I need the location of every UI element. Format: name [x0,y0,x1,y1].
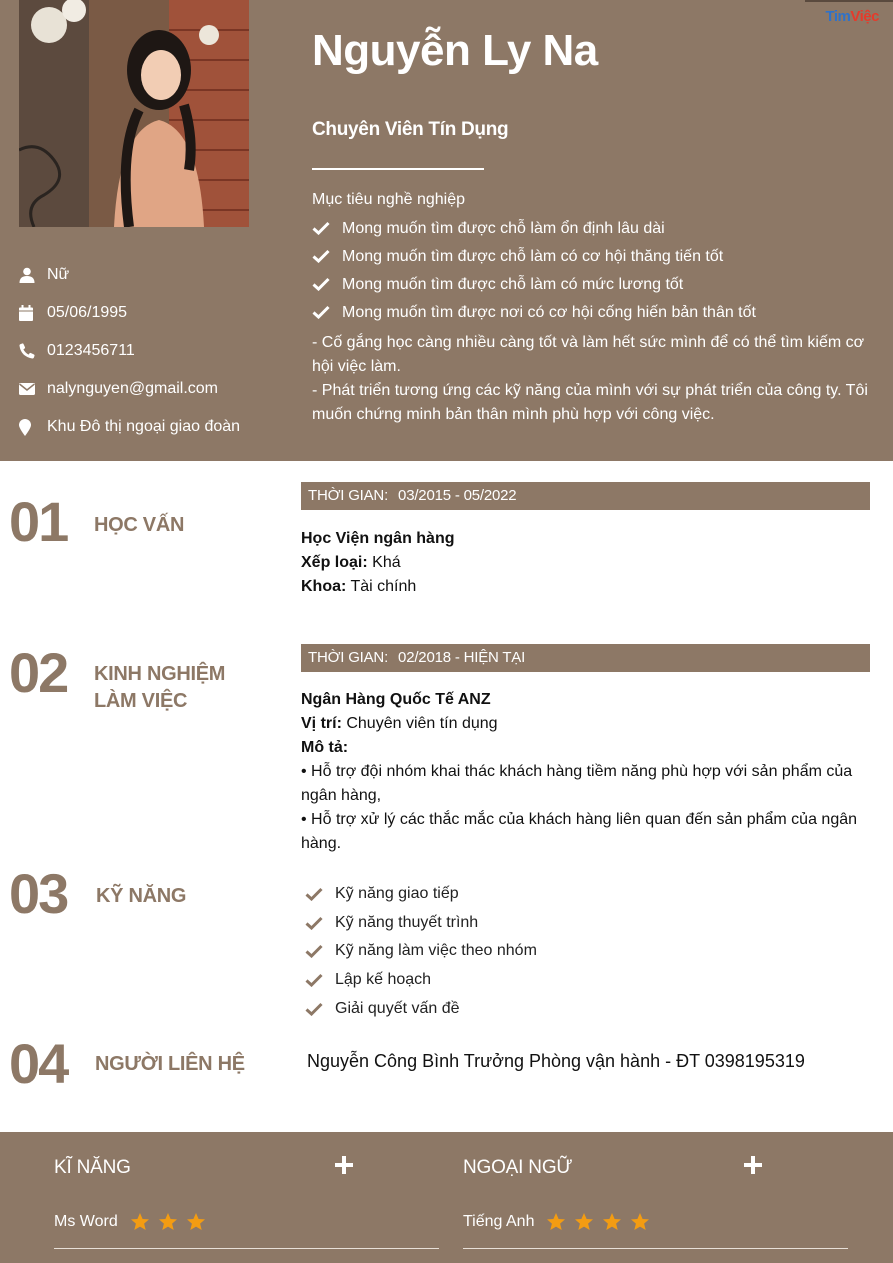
contact-phone [19,332,269,370]
timviec-logo[interactable] [826,8,880,25]
experience-desc-label [301,736,871,760]
footer-languages [463,1132,848,1263]
logo-accent-bar [805,0,893,2]
time-value: 03/2015 - 05/2022 [398,487,517,504]
user-icon [19,266,47,284]
footer-skills-title: KĨ NĂNG [54,1157,131,1178]
skill-text: Kỹ năng giao tiếp [335,885,459,903]
list-item [305,966,537,995]
position-label: Vị trí: [301,715,342,732]
section-title-line: KINH NGHIỆM [94,663,226,685]
education-faculty [301,575,871,599]
skill-text: Giải quyết vấn đề [335,999,460,1017]
address-text: Khu Đô thị ngoại giao đoàn [47,418,241,435]
check-icon [305,973,335,987]
education-details [301,527,871,599]
section-number-education: 01 [9,490,68,553]
star-icon [546,1212,566,1232]
education-time-bar [301,482,870,510]
email-text: nalynguyen@gmail.com [47,380,218,397]
goal-text: Mong muốn tìm được chỗ làm ổn định lâu dài [342,219,665,237]
contact-birthday [19,294,269,332]
company-name: Ngân Hàng Quốc Tế ANZ [301,691,491,708]
list-item [305,880,537,909]
faculty-label: Khoa: [301,578,347,595]
objective-notes [312,331,884,427]
birthday-text: 05/06/1995 [47,304,128,321]
experience-position [301,712,871,736]
candidate-name: Nguyễn Ly Na [312,26,598,75]
goal-text: Mong muốn tìm được chỗ làm có mức lương tốt [342,275,684,293]
section-number-reference: 04 [9,1032,68,1095]
star-icon [574,1212,594,1232]
footer-skills [54,1132,439,1263]
contact-gender [19,256,269,294]
objective-title: Mục tiêu nghề nghiệp [312,191,465,208]
add-language-button[interactable] [738,1150,768,1180]
experience-details [301,688,871,856]
language-name: Tiếng Anh [463,1213,535,1230]
footer-languages-title: NGOẠI NGỮ [463,1157,573,1178]
contact-info [19,256,269,446]
skills-list [305,880,537,1023]
list-item [305,994,537,1023]
job-title: Chuyên Viên Tín Dụng [312,119,509,140]
time-value: 02/2018 - HIỆN TẠI [398,649,526,666]
goal-text: Mong muốn tìm được chỗ làm có cơ hội thăng tiến tốt [342,247,724,265]
footer-divider [463,1248,848,1249]
objective-note: - Cố gắng học càng nhiều càng tốt và làm hết sức mình để có thể tìm kiếm cơ hội việc làm. [312,334,865,375]
desc-item: • Hỗ trợ đội nhóm khai thác khách hàng tiềm năng phù hợp với sản phẩm của ngân hàng, [301,763,853,804]
faculty-value: Tài chính [350,578,417,595]
logo-part1: Tim [825,8,851,25]
footer-divider [54,1248,439,1249]
contact-email [19,370,269,408]
skill-text: Kỹ năng làm việc theo nhóm [335,942,537,960]
experience-time-bar [301,644,870,672]
check-icon [305,1002,335,1016]
check-icon [312,305,342,319]
logo-part2: Việc [850,8,879,25]
reference-contact: Nguyễn Công Bình Trưởng Phòng vận hành - ĐT 0398195319 [307,1051,805,1071]
time-label: THỜI GIAN: [308,487,389,504]
school-name: Học Viện ngân hàng [301,530,455,547]
time-label: THỜI GIAN: [308,649,389,666]
position-value: Chuyên viên tín dụng [346,715,498,732]
cv-footer [0,1132,893,1263]
add-skill-button[interactable] [329,1150,359,1180]
rating-stars [546,1212,658,1232]
star-icon [158,1212,178,1232]
calendar-icon [19,304,47,322]
contact-address [19,408,269,446]
section-title-experience [94,661,225,715]
section-title-reference: NGƯỜI LIÊN HỆ [95,1053,245,1075]
list-item [305,909,537,938]
check-icon [312,221,342,235]
section-number-skills: 03 [9,862,68,925]
grade-value: Khá [372,554,401,571]
section-title-line: LÀM VIỆC [94,690,188,712]
header-divider [312,168,484,170]
gender-text: Nữ [47,266,70,283]
section-number-experience: 02 [9,641,68,704]
check-icon [305,944,335,958]
list-item [305,937,537,966]
profile-photo [19,0,249,227]
section-title-skills: KỸ NĂNG [96,885,187,907]
star-icon [630,1212,650,1232]
objective-goal [312,298,884,326]
skill-name: Ms Word [54,1213,118,1230]
language-rating-row [463,1212,658,1232]
phone-text: 0123456711 [47,342,135,359]
rating-stars [130,1212,214,1232]
skill-text: Lập kế hoạch [335,971,432,989]
career-objective [312,189,884,427]
goal-text: Mong muốn tìm được nơi có cơ hội cống hiến bản thân tốt [342,303,756,321]
phone-icon [19,342,47,360]
objective-goal [312,242,884,270]
check-icon [312,249,342,263]
section-title-education: HỌC VẤN [94,514,185,536]
objective-note: - Phát triển tương ứng các kỹ năng của mình với sự phát triển của công ty. Tôi muốn chứng minh bản thân mình phù hợp với công việc. [312,382,868,423]
email-icon [19,380,47,398]
check-icon [305,887,335,901]
star-icon [602,1212,622,1232]
grade-label: Xếp loại: [301,554,368,571]
education-grade [301,551,871,575]
star-icon [130,1212,150,1232]
check-icon [305,916,335,930]
desc-item: • Hỗ trợ xử lý các thắc mắc của khách hàng liên quan đến sản phẩm của ngân hàng. [301,811,858,852]
skill-text: Kỹ năng thuyết trình [335,913,479,931]
location-icon [19,418,47,436]
objective-goal [312,270,884,298]
star-icon [186,1212,206,1232]
objective-goal [312,214,884,242]
check-icon [312,277,342,291]
desc-label: Mô tả: [301,739,349,756]
cv-header [0,0,893,461]
skill-rating-row [54,1212,214,1232]
